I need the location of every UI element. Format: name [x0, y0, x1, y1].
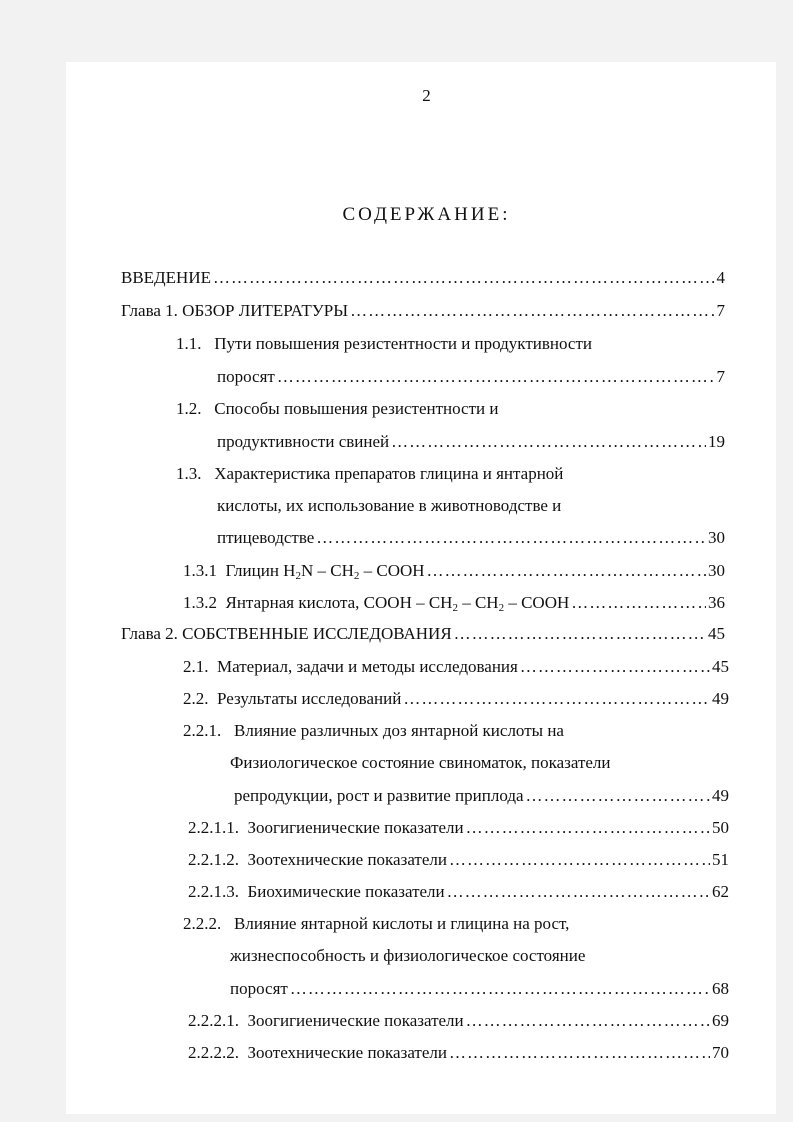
toc-entry-text: поросят [217, 367, 275, 386]
toc-entry-chapter-1[interactable] [121, 300, 725, 322]
toc-entry-page: 49 [712, 689, 729, 708]
toc-leader-dots [449, 1042, 710, 1064]
toc-entry-2-2-2-line2 [230, 945, 585, 967]
toc-entry-2-2-1-1[interactable] [188, 817, 729, 839]
toc-entry-2-2-2-line3[interactable] [230, 978, 729, 1000]
toc-entry-number: 2.2. [183, 689, 209, 708]
toc-entry-page: 45 [708, 624, 725, 643]
toc-entry-text: Глава 2. СОБСТВЕННЫЕ ИССЛЕДОВАНИЯ [121, 624, 452, 643]
toc-entry-text: Пути повышения резистентности и продуктивности [214, 334, 592, 353]
toc-leader-dots [290, 978, 710, 1000]
page-title: СОДЕРЖАНИЕ: [342, 204, 511, 225]
toc-leader-dots [213, 267, 715, 289]
toc-leader-dots [350, 300, 714, 322]
toc-entry-1-3-2[interactable] [183, 592, 725, 614]
toc-entry-number: 1.3.2 [183, 593, 217, 612]
toc-entry-2-2-1-line2 [230, 752, 611, 774]
toc-entry-page: 36 [708, 593, 725, 612]
toc-entry-page: 68 [712, 979, 729, 998]
toc-entry-page: 7 [716, 367, 725, 386]
toc-entry-chapter-2[interactable] [121, 623, 725, 645]
toc-leader-dots [449, 849, 710, 871]
toc-entry-2-2-2-line1[interactable] [183, 913, 569, 935]
toc-entry-number: 2.2.2. [183, 914, 222, 933]
toc-entry-1-3-line2 [217, 495, 561, 517]
toc-entry-text: Зоотехнические показатели [247, 1043, 447, 1062]
toc-entry-intro[interactable] [121, 267, 725, 289]
toc-entry-2-2-1-3[interactable] [188, 881, 729, 903]
toc-entry-text: Влияние янтарной кислоты и глицина на рост, [234, 914, 570, 933]
toc-entry-2-2-1-line3[interactable] [234, 785, 729, 807]
toc-entry-text: Результаты исследований [217, 689, 402, 708]
toc-entry-number: 2.2.1. [183, 721, 222, 740]
toc-entry-number: 2.1. [183, 657, 209, 676]
toc-leader-dots [466, 817, 710, 839]
toc-leader-dots [520, 656, 710, 678]
toc-entry-number: 2.2.2.1. [188, 1011, 239, 1030]
toc-entry-2-2-2-1[interactable] [188, 1010, 729, 1032]
toc-entry-text: Влияние различных доз янтарной кислоты на [234, 721, 564, 740]
toc-leader-dots [526, 785, 710, 807]
toc-entry-text: Способы повышения резистентности и [214, 399, 499, 418]
toc-entry-page: 30 [708, 561, 725, 580]
toc-entry-2-2[interactable] [183, 688, 729, 710]
toc-leader-dots [427, 560, 706, 582]
toc-entry-1-2-line2[interactable] [217, 431, 725, 453]
toc-entry-page: 69 [712, 1011, 729, 1030]
toc-entry-page: 51 [712, 850, 729, 869]
toc-leader-dots [391, 431, 706, 453]
toc-entry-number: 1.2. [176, 399, 202, 418]
toc-entry-2-1[interactable] [183, 656, 729, 678]
toc-entry-text: птицеводстве [217, 528, 315, 547]
toc-leader-dots [403, 688, 710, 710]
toc-entry-text: поросят [230, 979, 288, 998]
toc-entry-page: 50 [712, 818, 729, 837]
toc-entry-page: 19 [708, 432, 725, 451]
toc-entry-number: 2.2.1.2. [188, 850, 239, 869]
toc-entry-number: 1.1. [176, 334, 202, 353]
toc-entry-text: Глицин $H_2N - CH_2$ – COOH [225, 561, 425, 582]
toc-entry-number: 2.2.2.2. [188, 1043, 239, 1062]
toc-leader-dots [454, 623, 706, 645]
toc-entry-text: Зоогигиенические показатели [247, 1011, 464, 1030]
toc-entry-text: Биохимические показатели [247, 882, 445, 901]
toc-entry-text: репродукции, рост и развитие приплода [234, 786, 524, 805]
toc-leader-dots [447, 881, 710, 903]
toc-entry-page: 49 [712, 786, 729, 805]
toc-entry-text: Характеристика препаратов глицина и янтарной [214, 464, 564, 483]
toc-entry-1-3-line1[interactable] [176, 463, 563, 485]
toc-entry-text: продуктивности свиней [217, 432, 390, 451]
toc-entry-1-3-line3[interactable] [217, 527, 725, 549]
toc-entry-text: Янтарная кислота, COOH – $CH_2 - CH_2$ – COOH [225, 593, 570, 614]
toc-entry-text: Физиологическое состояние свиноматок, показатели [230, 753, 611, 772]
toc-entry-2-2-1-2[interactable] [188, 849, 729, 871]
toc-entry-1-2-line1[interactable] [176, 398, 498, 420]
toc-leader-dots [316, 527, 706, 549]
toc-entry-page: 4 [716, 268, 725, 287]
toc-entry-1-1-line2[interactable] [217, 366, 725, 388]
toc-entry-text: ВВЕДЕНИЕ [121, 268, 211, 287]
toc-leader-dots [571, 592, 706, 614]
toc-entry-text: Материал, задачи и методы исследования [217, 657, 518, 676]
toc-entry-page: 70 [712, 1043, 729, 1062]
toc-entry-number: 2.2.1.1. [188, 818, 239, 837]
toc-entry-page: 30 [708, 528, 725, 547]
toc-entry-1-1-line1[interactable] [176, 333, 592, 355]
toc-entry-number: 1.3.1 [183, 561, 217, 580]
toc-entry-page: 62 [712, 882, 729, 901]
toc-leader-dots [277, 366, 715, 388]
toc-entry-page: 45 [712, 657, 729, 676]
toc-entry-1-3-1[interactable] [183, 560, 725, 582]
toc-entry-text: Зоотехнические показатели [247, 850, 447, 869]
toc-entry-text: Зоогигиенические показатели [247, 818, 464, 837]
toc-entry-number: 1.3. [176, 464, 202, 483]
toc-leader-dots [466, 1010, 710, 1032]
page-number: 2 [422, 86, 431, 105]
toc-entry-page: 7 [716, 301, 725, 320]
toc-entry-text: жизнеспособность и физиологическое состояние [230, 946, 586, 965]
toc-entry-text: кислоты, их использование в животноводстве и [217, 496, 562, 515]
toc-entry-number: 2.2.1.3. [188, 882, 239, 901]
toc-entry-2-2-2-2[interactable] [188, 1042, 729, 1064]
toc-entry-2-2-1-line1[interactable] [183, 720, 564, 742]
toc-entry-text: Глава 1. ОБЗОР ЛИТЕРАТУРЫ [121, 301, 349, 320]
